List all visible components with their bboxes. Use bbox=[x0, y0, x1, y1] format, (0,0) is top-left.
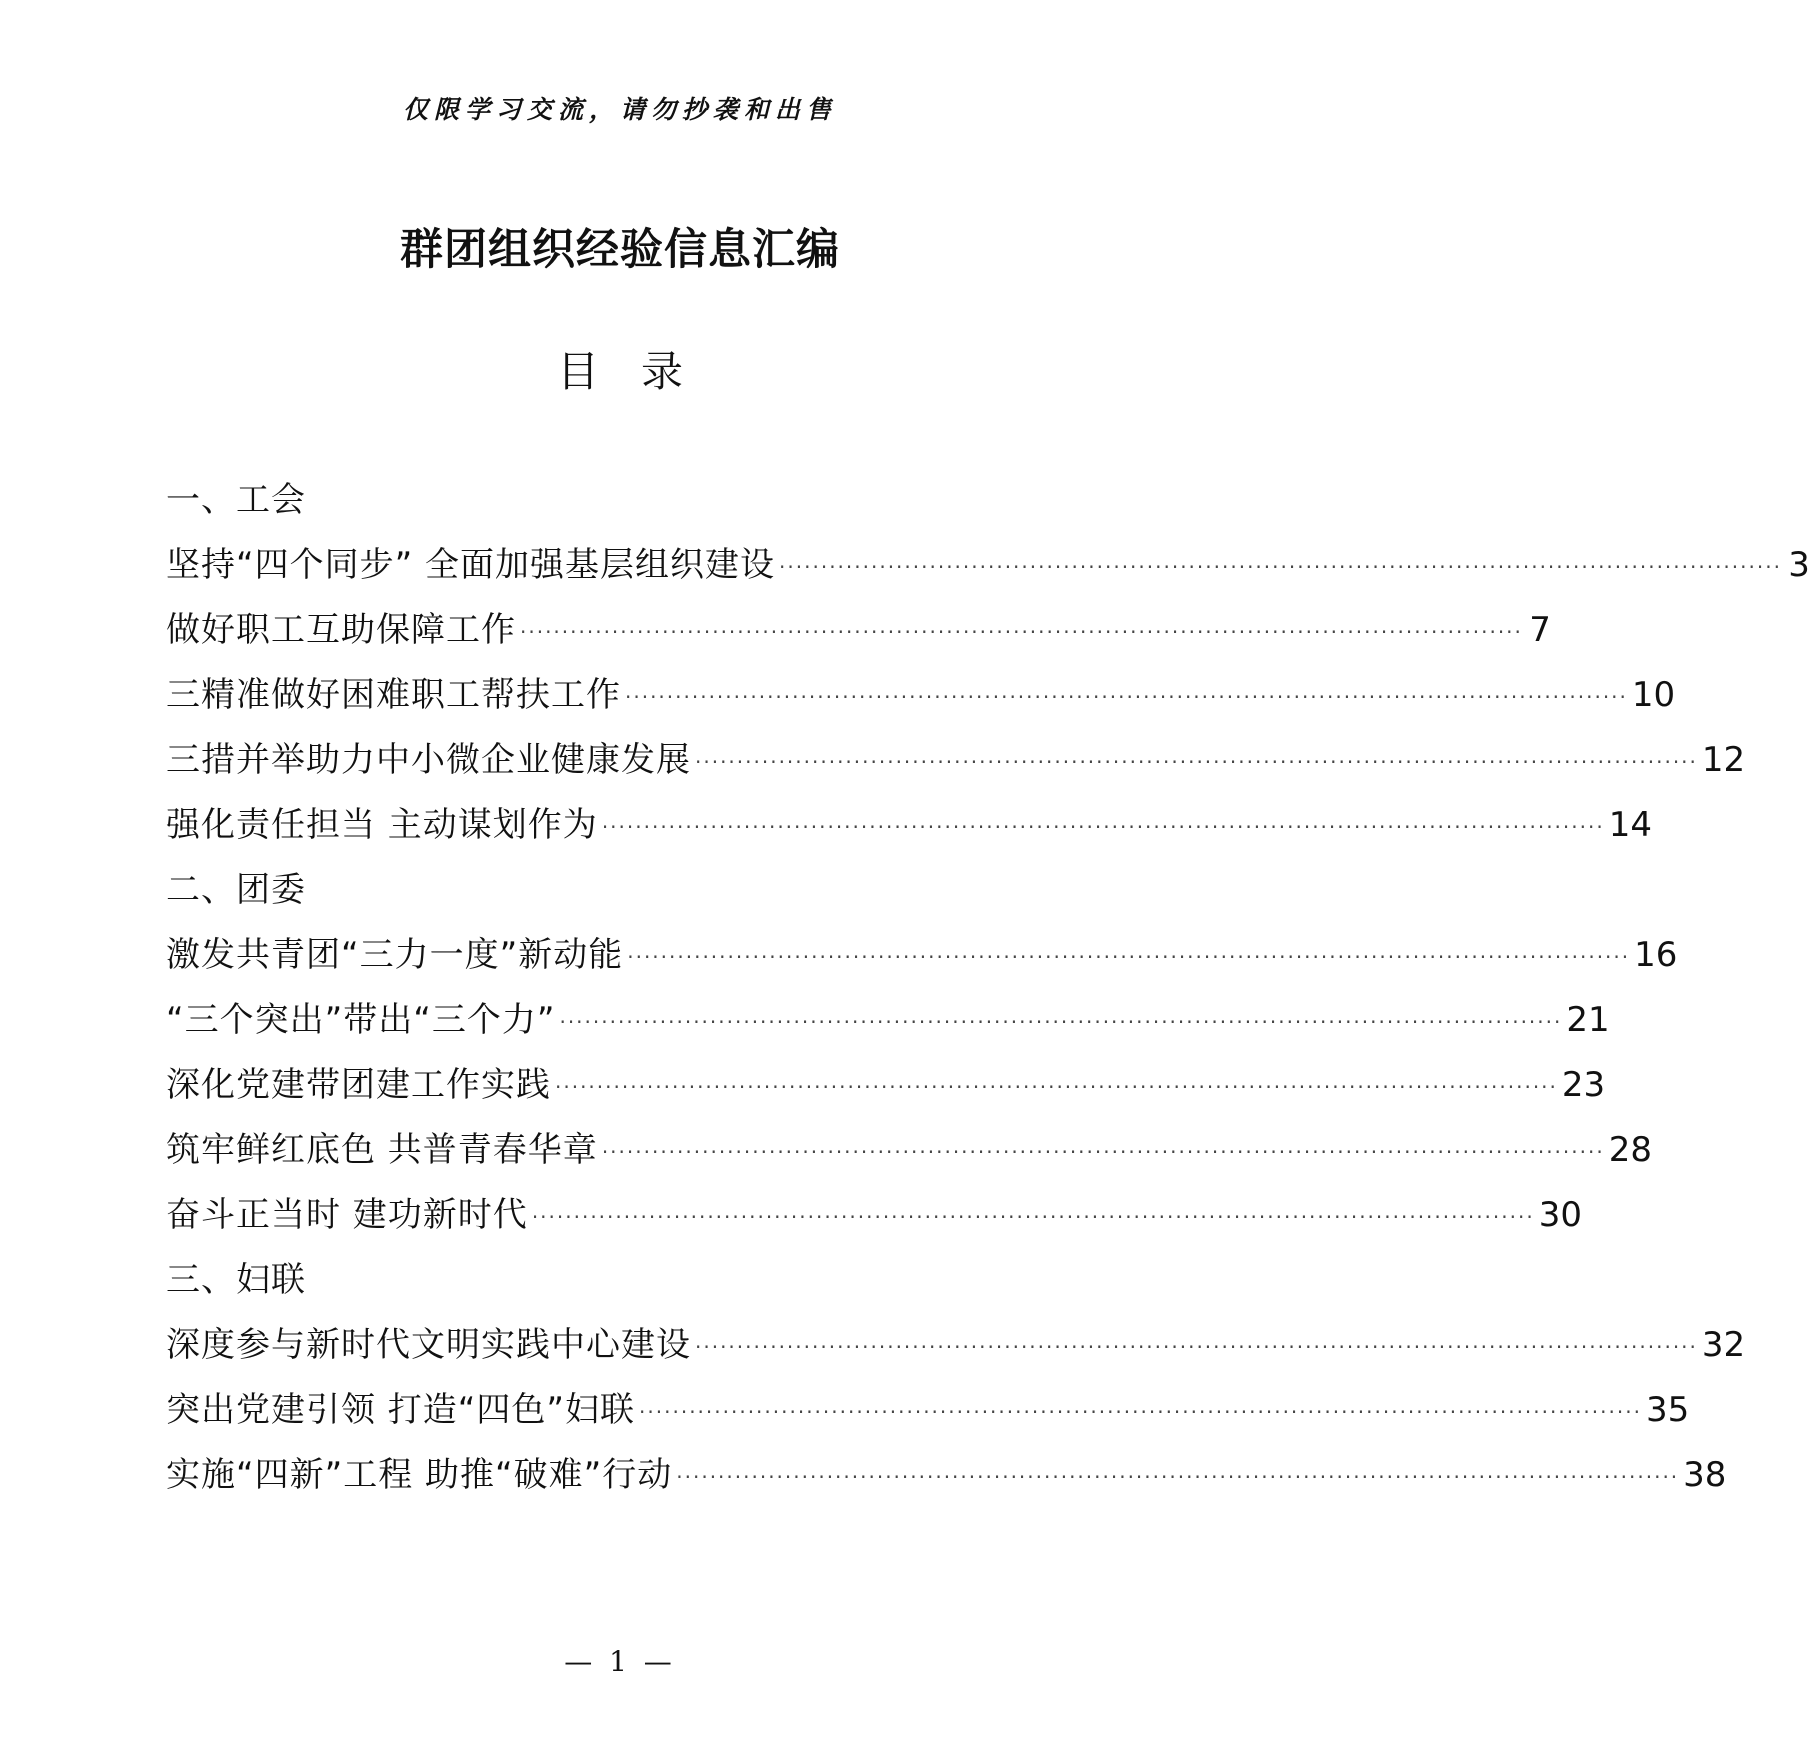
dot-leader: ························································································································ bbox=[695, 1335, 1698, 1359]
page-number: — 1 — bbox=[564, 1645, 676, 1678]
toc-entry[interactable] bbox=[166, 598, 1551, 663]
dot-leader: ························································································································ bbox=[601, 1140, 1605, 1164]
dot-leader: ························································································································ bbox=[627, 945, 1631, 969]
header-note: 仅限学习交流，请勿抄袭和出售 bbox=[402, 95, 837, 124]
toc-entry[interactable] bbox=[166, 728, 1746, 793]
toc-entry-title: 实施“四新”工程 助推“破难”行动 bbox=[166, 1455, 673, 1495]
toc-entry-title: 做好职工互助保障工作 bbox=[166, 610, 516, 650]
toc-entry[interactable] bbox=[166, 793, 1652, 858]
toc-entry-page: 10 bbox=[1631, 675, 1676, 715]
toc-entry-page: 35 bbox=[1645, 1390, 1690, 1430]
toc-entry[interactable] bbox=[166, 1053, 1606, 1118]
toc-entry-title: 奋斗正当时 建功新时代 bbox=[166, 1195, 528, 1235]
toc-entry[interactable] bbox=[166, 1118, 1652, 1183]
toc-entry-title: 强化责任担当 主动谋划作为 bbox=[166, 805, 598, 845]
toc-entry-title: 三精准做好困难职工帮扶工作 bbox=[166, 675, 621, 715]
document-title: 群团组织经验信息汇编 bbox=[400, 225, 840, 275]
toc-entry-page: 21 bbox=[1566, 1000, 1610, 1040]
toc-entry-title: 深度参与新时代文明实践中心建设 bbox=[166, 1325, 691, 1365]
dot-leader: ························································································································ bbox=[531, 1205, 1535, 1229]
toc-entry-title: 坚持“四个同步” 全面加强基层组织建设 bbox=[166, 545, 776, 585]
table-of-contents bbox=[166, 468, 1810, 1508]
dot-leader: ························································································································ bbox=[520, 620, 1523, 644]
dot-leader: ························································································································ bbox=[676, 1465, 1680, 1489]
toc-entry[interactable] bbox=[166, 988, 1610, 1053]
toc-entry[interactable] bbox=[166, 1183, 1582, 1248]
toc-entry-title: 突出党建引领 打造“四色”妇联 bbox=[166, 1390, 636, 1430]
toc-entry-page: 28 bbox=[1608, 1130, 1652, 1170]
toc-entry-page: 23 bbox=[1561, 1065, 1606, 1105]
toc-entry-title: 深化党建带团建工作实践 bbox=[166, 1065, 551, 1105]
toc-entry-page: 12 bbox=[1701, 740, 1746, 780]
toc-entry-page: 30 bbox=[1538, 1195, 1582, 1235]
toc-entry[interactable] bbox=[166, 923, 1678, 988]
toc-entry-title: 三措并举助力中小微企业健康发展 bbox=[166, 740, 691, 780]
dot-leader: ························································································································ bbox=[779, 555, 1782, 579]
toc-entry[interactable] bbox=[166, 1313, 1746, 1378]
toc-entry-page: 16 bbox=[1634, 935, 1678, 975]
dot-leader: ························································································································ bbox=[601, 815, 1605, 839]
dot-leader: ························································································································ bbox=[555, 1075, 1558, 1099]
toc-entry-page: 38 bbox=[1683, 1455, 1727, 1495]
toc-entry-page: 3 bbox=[1788, 545, 1810, 585]
toc-entry[interactable] bbox=[166, 1443, 1727, 1508]
toc-heading bbox=[0, 344, 1240, 400]
toc-entry[interactable] bbox=[166, 533, 1810, 598]
toc-entry-page: 14 bbox=[1608, 805, 1652, 845]
dot-leader: ························································································································ bbox=[695, 750, 1698, 774]
toc-section-heading: 一、工会 bbox=[166, 480, 306, 520]
toc-section-heading: 二、团委 bbox=[166, 870, 306, 910]
toc-entry-title: 筑牢鲜红底色 共普青春华章 bbox=[166, 1130, 598, 1170]
dot-leader: ························································································································ bbox=[559, 1010, 1563, 1034]
toc-section-heading: 三、妇联 bbox=[166, 1260, 306, 1300]
toc-entry-title: “三个突出”带出“三个力” bbox=[166, 1000, 556, 1040]
dot-leader: ························································································································ bbox=[639, 1400, 1642, 1424]
toc-heading-char-2: 录 bbox=[641, 347, 684, 396]
toc-entry[interactable] bbox=[166, 1378, 1690, 1443]
dot-leader: ························································································································ bbox=[625, 685, 1628, 709]
toc-entry-page: 7 bbox=[1529, 610, 1551, 650]
toc-entry-title: 激发共青团“三力一度”新动能 bbox=[166, 935, 624, 975]
toc-entry[interactable] bbox=[166, 663, 1676, 728]
toc-heading-char-1: 目 bbox=[556, 347, 599, 396]
toc-entry-page: 32 bbox=[1701, 1325, 1746, 1365]
